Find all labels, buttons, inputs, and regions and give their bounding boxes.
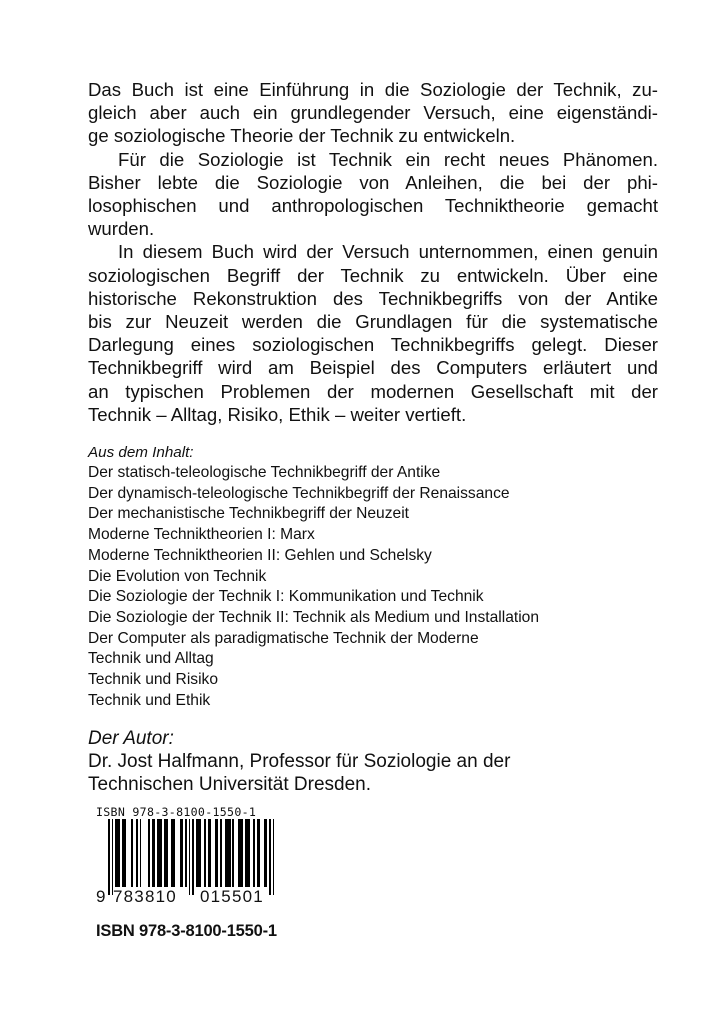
- barcode-bar: [112, 819, 114, 895]
- barcode: [96, 805, 290, 909]
- barcode-isbn-label: ISBN 978-3-8100-1550-1: [96, 805, 257, 819]
- barcode-bar: [166, 819, 168, 887]
- barcode-bar: [259, 819, 261, 887]
- blurb-line: Für die Soziologie ist Technik ein recht neues Phänomen.: [118, 148, 658, 170]
- contents-item: Die Evolution von Technik: [88, 567, 267, 585]
- text-column: [88, 78, 658, 796]
- barcode-bar: [136, 819, 138, 887]
- barcode-bar: [119, 819, 121, 887]
- blurb-line: wurden.: [88, 218, 155, 240]
- contents-item: Technik und Ethik: [88, 691, 211, 709]
- contents-item: Der dynamisch-teleologische Technikbegriff der Renaissance: [88, 484, 510, 502]
- blurb-paragraph-2: [88, 148, 658, 241]
- contents-item: Die Soziologie der Technik I: Kommunikation und Technik: [88, 588, 484, 606]
- blurb-line: In diesem Buch wird der Versuch unternommen, einen genuin: [118, 241, 658, 263]
- contents-item: Die Soziologie der Technik II: Technik als Medium und Installation: [88, 608, 540, 626]
- blurb: [88, 78, 658, 426]
- barcode-bar: [210, 819, 212, 887]
- blurb-line: gleich aber auch ein grundlegender Versuch, eine eigenständi-: [88, 102, 658, 124]
- contents-item: Moderne Techniktheorien II: Gehlen und Schelsky: [88, 546, 432, 564]
- author-line: Technischen Universität Dresden.: [88, 774, 372, 796]
- blurb-paragraph-3: [88, 240, 658, 426]
- barcode-bar: [199, 819, 201, 887]
- contents-list: [88, 463, 658, 711]
- author-heading: Der Autor:: [88, 728, 174, 750]
- barcode-bar: [229, 819, 231, 887]
- blurb-line: bis zur Neuzeit werden die Grundlagen für die systematische: [88, 311, 658, 333]
- contents-item: Der Computer als paradigmatische Technik der Moderne: [88, 629, 479, 647]
- contents-item: Technik und Alltag: [88, 650, 214, 668]
- blurb-line: Technikbegriff wird am Beispiel des Computers erläutert und: [88, 357, 658, 379]
- barcode-bar: [269, 819, 271, 895]
- barcode-bar: [140, 819, 142, 887]
- blurb-line: soziologischen Begriff der Technik zu entwickeln. Über eine: [88, 264, 658, 286]
- blurb-line: losophischen und anthropologischen Techniktheorie gemacht: [88, 195, 658, 217]
- contents-heading: Aus dem Inhalt:: [88, 444, 194, 462]
- barcode-bar: [131, 819, 133, 887]
- barcode-first-digit: 9: [96, 887, 106, 906]
- barcode-bar: [241, 819, 243, 887]
- isbn-text: ISBN 978-3-8100-1550-1: [96, 922, 277, 940]
- barcode-bar: [248, 819, 250, 887]
- blurb-line: ge soziologische Theorie der Technik zu entwickeln.: [88, 125, 516, 147]
- barcode-bar: [108, 819, 110, 895]
- barcode-bar: [182, 819, 184, 887]
- barcode-bar: [192, 819, 194, 895]
- barcode-bar: [232, 819, 234, 887]
- barcode-bar: [148, 819, 150, 887]
- barcode-bar: [161, 819, 163, 887]
- blurb-line: Darlegung eines soziologischen Technikbegriffs gelegt. Dieser: [88, 334, 658, 356]
- author-line: Dr. Jost Halfmann, Professor für Soziologie an der: [88, 751, 511, 773]
- blurb-line: an typischen Problemen der modernen Gesellschaft mit der: [88, 380, 658, 402]
- barcode-bar: [266, 819, 268, 887]
- contents-item: Technik und Risiko: [88, 671, 219, 689]
- barcode-bar: [189, 819, 191, 895]
- blurb-line: historische Rekonstruktion des Technikbegriffs von der Antike: [88, 287, 658, 309]
- barcode-bar: [253, 819, 255, 887]
- barcode-bar: [217, 819, 219, 887]
- blurb-line: Technik – Alltag, Risiko, Ethik – weiter vertieft.: [88, 403, 467, 425]
- barcode-bar: [273, 819, 275, 895]
- blurb-line: Das Buch ist eine Einführung in die Soziologie der Technik, zu-: [88, 79, 658, 100]
- barcode-bar: [185, 819, 187, 887]
- barcode-digit-group-right: 015501: [200, 887, 264, 906]
- barcode-bar: [124, 819, 126, 887]
- blurb-paragraph-1: [88, 78, 658, 148]
- barcode-bar: [204, 819, 206, 887]
- contents-item: Der statisch-teleologische Technikbegriff der Antike: [88, 464, 441, 482]
- author-bio: [88, 750, 658, 796]
- barcode-bar: [220, 819, 222, 887]
- blurb-line: Bisher lebte die Soziologie von Anleihen, die bei der phi-: [88, 171, 658, 193]
- contents-item: Der mechanistische Technikbegriff der Neuzeit: [88, 505, 409, 523]
- barcode-bar: [173, 819, 175, 887]
- contents-item: Moderne Techniktheorien I: Marx: [88, 526, 315, 544]
- barcode-digit-group-left: 783810: [113, 887, 177, 906]
- barcode-bar: [154, 819, 156, 887]
